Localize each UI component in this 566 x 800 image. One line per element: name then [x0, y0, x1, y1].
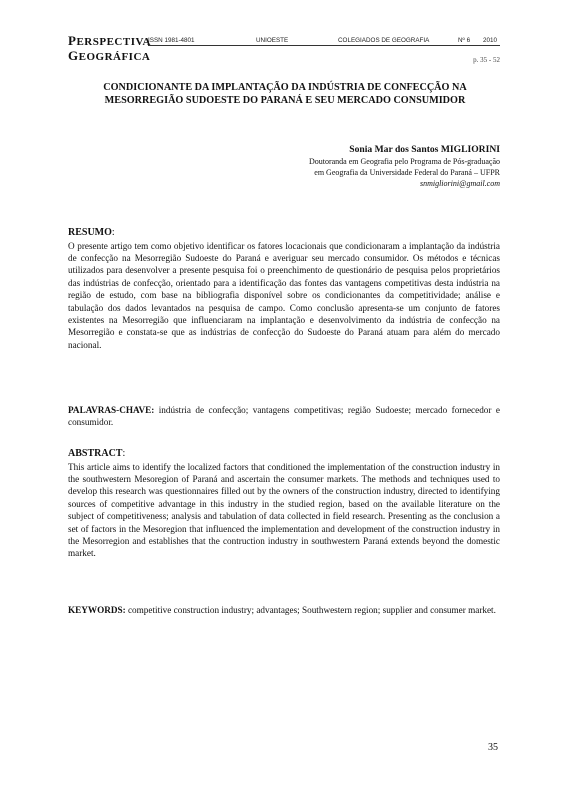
- institution: UNIOESTE: [256, 37, 289, 44]
- header-info: [148, 37, 500, 47]
- abstract-text: This article aims to identify the localized factors that conditioned the implementation of the construction industry in the southwestern Mesoregion of Paraná and ascertain the consumer markets. The methods and techniques used to develop this research was questionnaires filled out by the owners of the construction industry, directed to identifying sources of competitive advantage in this industry in the studied region, based on the available literature on the subject of competitiveness; analysis and tabulation of data collected in field research. Presenting as the conclusion a set of factors in the Mesoregion that influenced the implementation and development of the construction industry in the Mesorregion and establishes that the contruction industry in southwestern Paraná extends beyond the domestic market.: [68, 461, 500, 559]
- issue-number: Nº 6: [458, 37, 471, 44]
- article-title: [70, 81, 500, 107]
- keywords-text: competitive construction industry; advantages; Southwestern region; supplier and consumer market.: [127, 605, 496, 615]
- title-line-2: MESORREGIÃO SUDOESTE DO PARANÁ E SEU MERCADO CONSUMIDOR: [104, 95, 466, 106]
- page-range: p. 35 - 52: [473, 56, 500, 64]
- keywords-paragraph: [68, 604, 500, 616]
- palavras-chave-paragraph: [68, 404, 500, 429]
- palavras-chave-heading: PALAVRAS-CHAVE:: [68, 405, 155, 415]
- title-line-1: CONDICIONANTE DA IMPLANTAÇÃO DA INDÚSTRIA DE CONFECÇÃO NA: [103, 82, 467, 93]
- author-name: Sonia Mar dos Santos MIGLIORINI: [349, 144, 500, 155]
- abstract-heading: ABSTRACT:: [68, 448, 126, 459]
- author-affiliation-1: Doutoranda em Geografia pelo Programa de Pós-graduação: [308, 157, 500, 166]
- keywords-heading: KEYWORDS:: [68, 605, 126, 615]
- author-email[interactable]: snmigliorini@gmail.com: [419, 178, 500, 188]
- journal-name-line1: PERSPECTIVA: [68, 33, 151, 48]
- resumo-heading: RESUMO:: [68, 227, 115, 238]
- journal-name-line2: GEOGRÁFICA: [68, 48, 151, 63]
- year: 2010: [483, 37, 498, 44]
- page-number: 35: [488, 742, 498, 753]
- resumo-section: [68, 227, 500, 351]
- palavras-chave-text: indústria de confecção; vantagens competitivas; região Sudoeste; mercado fornecedor e consumidor.: [68, 405, 500, 428]
- issn: ISSN 1981-4801: [148, 37, 195, 44]
- author-block: [140, 143, 500, 189]
- resumo-text: O presente artigo tem como objetivo identificar os fatores locacionais que condicionaram a implantação da indústria de confecção na Mesorregião Sudoeste do Paraná e averiguar seu mercado consumidor. Os métodos e técnicas utilizados para desenvolver a presente pesquisa foi o preenchimento de questionário de pesquisa pelos proprietários das indústrias de confecção, orientado para a identificação das fontes das vantagens competitivas desta indústria na região de estudo, com base na bibliografia disponível sobre os condicionantes da competitividade; análise e tabulação dos dados levantados na pesquisa de campo. Como conclusão apresenta-se um conjunto de fatores existentes na Mesorregião que influenciaram na implantação e desenvolvimento da indústria de confecção na Mesorregião e constata-se que as indústrias de confecção do Sudoeste do Paraná atuam para além do mercado nacional.: [68, 240, 500, 350]
- keywords-section: [68, 604, 500, 616]
- department: COLEGIADOS DE GEOGRAFIA: [338, 37, 430, 44]
- abstract-section: [68, 448, 500, 560]
- palavras-chave-section: [68, 404, 500, 429]
- header-rule: [148, 45, 500, 46]
- author-affiliation-2: em Geografia da Universidade Federal do Paraná – UFPR: [314, 167, 500, 177]
- journal-name: [68, 34, 151, 64]
